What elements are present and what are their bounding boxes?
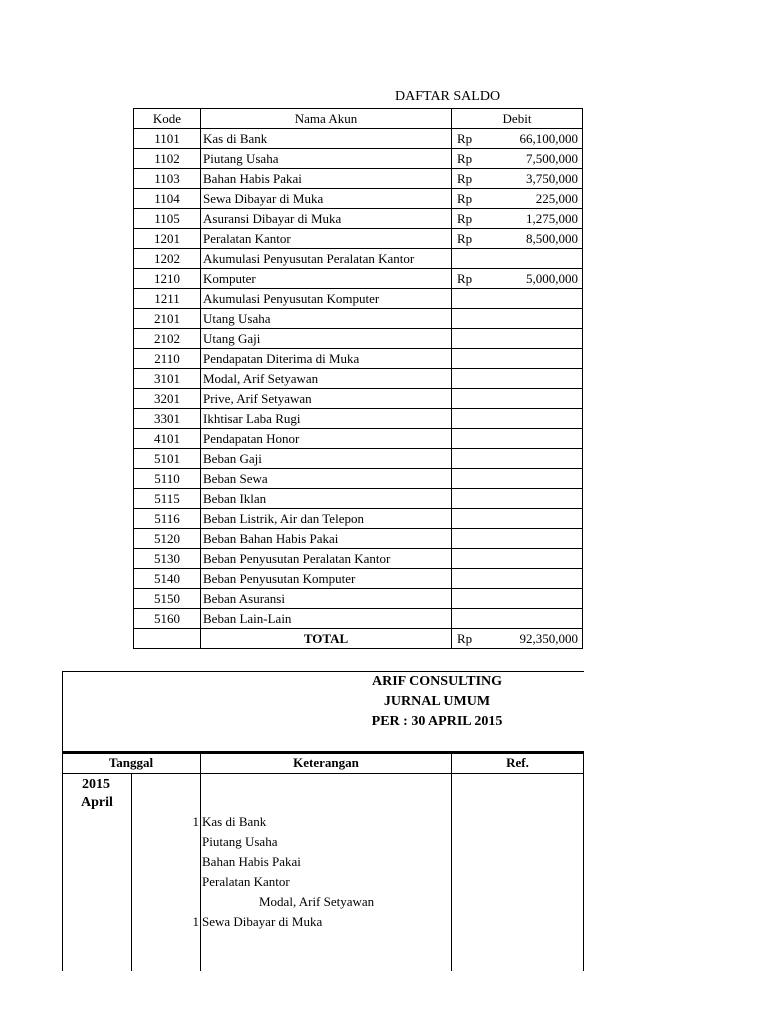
debit-amount: 7,500,000 <box>526 151 578 166</box>
header-kode: Kode <box>134 109 201 129</box>
account-code: 1202 <box>134 249 201 269</box>
table-row <box>134 569 583 589</box>
table-row <box>134 209 583 229</box>
month-label: April <box>81 795 113 810</box>
account-code: 2102 <box>134 329 201 349</box>
account-name: Beban Bahan Habis Pakai <box>201 529 452 549</box>
account-name: Utang Usaha <box>201 309 452 329</box>
currency-label: Rp <box>457 231 473 246</box>
account-name: Beban Asuransi <box>201 589 452 609</box>
debit-amount: 8,500,000 <box>526 231 578 246</box>
table-row <box>134 289 583 309</box>
company-name: ARIF CONSULTING <box>371 674 503 689</box>
account-name: Pendapatan Diterima di Muka <box>201 349 452 369</box>
account-code: 5110 <box>134 469 201 489</box>
table-row <box>134 409 583 429</box>
table-row <box>134 369 583 389</box>
currency-label: Rp <box>457 631 473 646</box>
debit-cell <box>452 429 583 449</box>
account-code: 1102 <box>134 149 201 169</box>
total-debit-cell <box>452 629 583 649</box>
account-name: Ikhtisar Laba Rugi <box>201 409 452 429</box>
col-divider-1 <box>200 754 201 971</box>
total-row <box>134 629 583 649</box>
header-row-bottom <box>62 773 584 774</box>
debit-cell <box>452 569 583 589</box>
daftar-saldo-title: DAFTAR SALDO <box>395 89 501 104</box>
debit-cell <box>452 409 583 429</box>
account-name: Modal, Arif Setyawan <box>201 369 452 389</box>
col-divider-3 <box>583 754 584 971</box>
debit-cell <box>452 249 583 269</box>
header-nama-akun: Nama Akun <box>201 109 452 129</box>
currency-label: Rp <box>457 191 473 206</box>
account-code: 5150 <box>134 589 201 609</box>
table-row <box>134 489 583 509</box>
account-name: Asuransi Dibayar di Muka <box>201 209 452 229</box>
table-row <box>134 149 583 169</box>
debit-cell <box>452 589 583 609</box>
account-code: 5160 <box>134 609 201 629</box>
account-code: 1211 <box>134 289 201 309</box>
debit-cell <box>452 329 583 349</box>
header-debit: Debit <box>452 109 583 129</box>
table-row <box>134 429 583 449</box>
debit-cell <box>452 389 583 409</box>
account-name: Akumulasi Penyusutan Komputer <box>201 289 452 309</box>
table-row <box>134 169 583 189</box>
entry-day: 1 <box>192 914 199 929</box>
header-divider <box>62 751 584 754</box>
table-row <box>134 529 583 549</box>
entry-description: Peralatan Kantor <box>202 874 290 889</box>
account-code: 1201 <box>134 229 201 249</box>
table-row <box>134 509 583 529</box>
entry-description: Kas di Bank <box>202 814 267 829</box>
entry-description: Bahan Habis Pakai <box>202 854 301 869</box>
debit-cell <box>452 169 583 189</box>
account-name: Beban Penyusutan Komputer <box>201 569 452 589</box>
debit-amount: 66,100,000 <box>519 131 578 146</box>
jurnal-umum-section <box>62 671 584 971</box>
currency-label: Rp <box>457 271 473 286</box>
account-name: Pendapatan Honor <box>201 429 452 449</box>
currency-label: Rp <box>457 171 473 186</box>
account-code: 3101 <box>134 369 201 389</box>
account-name: Beban Listrik, Air dan Telepon <box>201 509 452 529</box>
debit-cell <box>452 549 583 569</box>
currency-label: Rp <box>457 211 473 226</box>
year-label: 2015 <box>82 777 110 792</box>
debit-cell <box>452 289 583 309</box>
account-name: Prive, Arif Setyawan <box>201 389 452 409</box>
table-row <box>134 129 583 149</box>
account-code: 5115 <box>134 489 201 509</box>
account-code: 3301 <box>134 409 201 429</box>
debit-cell <box>452 149 583 169</box>
table-row <box>134 389 583 409</box>
account-name: Beban Iklan <box>201 489 452 509</box>
account-code: 5116 <box>134 509 201 529</box>
account-name: Beban Gaji <box>201 449 452 469</box>
currency-label: Rp <box>457 131 473 146</box>
debit-amount: 5,000,000 <box>526 271 578 286</box>
top-border <box>62 671 584 672</box>
debit-cell <box>452 449 583 469</box>
currency-label: Rp <box>457 151 473 166</box>
account-code: 1105 <box>134 209 201 229</box>
account-name: Beban Lain-Lain <box>201 609 452 629</box>
total-amount: 92,350,000 <box>519 631 578 646</box>
debit-cell <box>452 209 583 229</box>
table-row <box>134 449 583 469</box>
entry-description: Modal, Arif Setyawan <box>259 894 375 909</box>
jurnal-period: PER : 30 APRIL 2015 <box>371 714 503 729</box>
table-row <box>134 469 583 489</box>
debit-amount: 225,000 <box>535 191 578 206</box>
account-code: 1210 <box>134 269 201 289</box>
debit-cell <box>452 229 583 249</box>
debit-cell <box>452 489 583 509</box>
account-name: Bahan Habis Pakai <box>201 169 452 189</box>
header-keterangan: Keterangan <box>293 755 359 770</box>
account-code: 5101 <box>134 449 201 469</box>
debit-cell <box>452 189 583 209</box>
jurnal-title: JURNAL UMUM <box>383 694 491 709</box>
account-name: Beban Penyusutan Peralatan Kantor <box>201 549 452 569</box>
entry-day: 1 <box>192 814 199 829</box>
account-code: 3201 <box>134 389 201 409</box>
header-tanggal: Tanggal <box>108 755 154 770</box>
table-row <box>134 589 583 609</box>
account-code: 1101 <box>134 129 201 149</box>
table-row <box>134 549 583 569</box>
debit-cell <box>452 349 583 369</box>
debit-amount: 1,275,000 <box>526 211 578 226</box>
daftar-saldo-table <box>133 108 583 649</box>
table-row <box>134 329 583 349</box>
debit-cell <box>452 129 583 149</box>
account-code: 5120 <box>134 529 201 549</box>
debit-cell <box>452 369 583 389</box>
header-ref: Ref. <box>506 755 529 770</box>
account-code: 5140 <box>134 569 201 589</box>
account-name: Komputer <box>201 269 452 289</box>
table-row <box>134 309 583 329</box>
entry-description: Sewa Dibayar di Muka <box>202 914 323 929</box>
account-name: Akumulasi Penyusutan Peralatan Kantor <box>201 249 452 269</box>
col-divider-2 <box>451 754 452 971</box>
account-code: 2101 <box>134 309 201 329</box>
account-code: 5130 <box>134 549 201 569</box>
account-code: 1103 <box>134 169 201 189</box>
table-row <box>134 609 583 629</box>
table-row <box>134 229 583 249</box>
debit-cell <box>452 309 583 329</box>
debit-amount: 3,750,000 <box>526 171 578 186</box>
account-name: Beban Sewa <box>201 469 452 489</box>
debit-cell <box>452 509 583 529</box>
debit-cell <box>452 529 583 549</box>
account-name: Kas di Bank <box>201 129 452 149</box>
account-code: 4101 <box>134 429 201 449</box>
debit-cell <box>452 609 583 629</box>
table-row <box>134 269 583 289</box>
debit-cell <box>452 469 583 489</box>
debit-cell <box>452 269 583 289</box>
account-name: Sewa Dibayar di Muka <box>201 189 452 209</box>
date-split-line <box>131 774 132 971</box>
total-empty-cell <box>134 629 201 649</box>
table-row <box>134 349 583 369</box>
account-name: Peralatan Kantor <box>201 229 452 249</box>
account-name: Utang Gaji <box>201 329 452 349</box>
entry-description: Piutang Usaha <box>202 834 278 849</box>
total-label: TOTAL <box>201 629 452 649</box>
account-name: Piutang Usaha <box>201 149 452 169</box>
table-row <box>134 189 583 209</box>
account-code: 1104 <box>134 189 201 209</box>
account-code: 2110 <box>134 349 201 369</box>
table-header-row <box>134 109 583 129</box>
table-row <box>134 249 583 269</box>
